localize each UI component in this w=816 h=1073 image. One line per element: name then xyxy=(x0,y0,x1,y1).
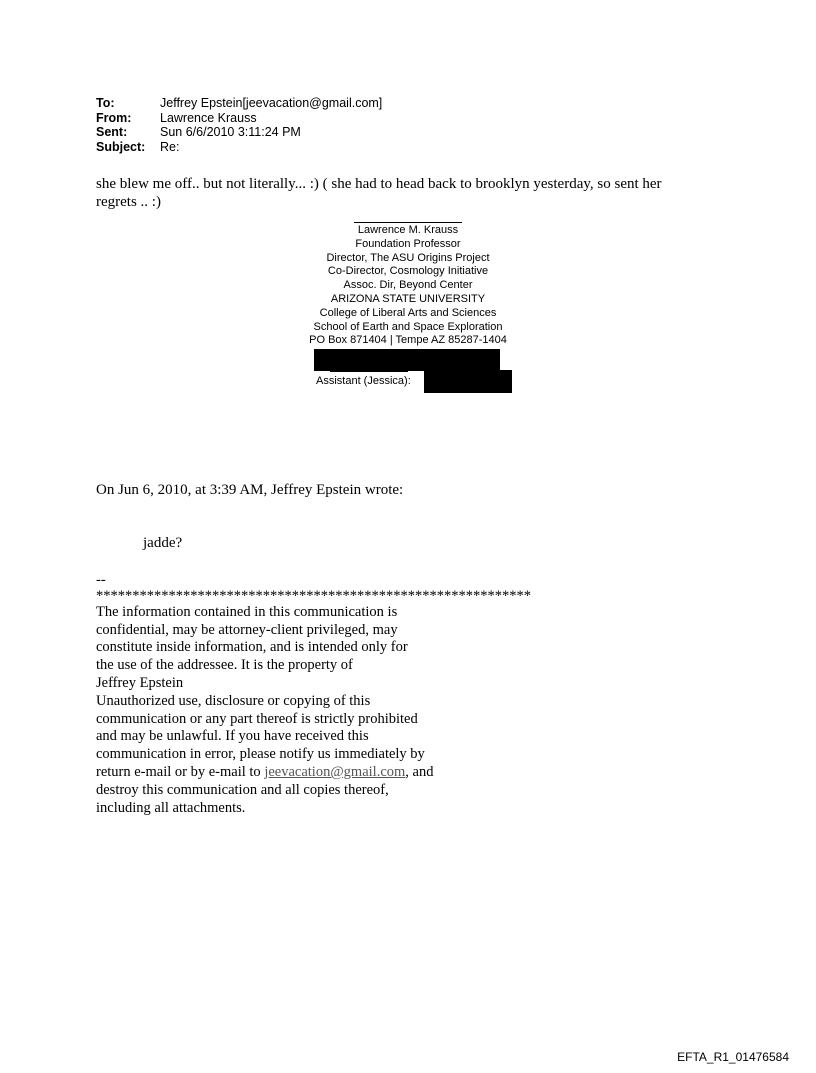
body-line: regrets .. :) xyxy=(96,194,161,210)
disclaimer-dashes: -- xyxy=(96,572,106,588)
signature-line: Director, The ASU Origins Project xyxy=(326,251,490,264)
to-label: To: xyxy=(96,96,115,110)
from-row xyxy=(96,111,382,126)
sent-label: Sent: xyxy=(96,125,128,139)
sent-value: Sun 6/6/2010 3:11:24 PM xyxy=(160,125,301,139)
confidentiality-disclaimer xyxy=(96,572,656,817)
message-body xyxy=(96,175,736,211)
signature-line: Foundation Professor xyxy=(355,237,461,250)
quoted-reply: jadde? xyxy=(143,535,183,551)
to-row xyxy=(96,96,382,111)
disclaimer-return-suffix: , and xyxy=(405,763,434,780)
signature-line: ARIZONA STATE UNIVERSITY xyxy=(330,292,486,305)
signature-line: Co-Director, Cosmology Initiative xyxy=(327,265,489,278)
from-label: From: xyxy=(96,110,132,125)
body-line: she blew me off.. but not literally... :) ( she had to head back to brooklyn yesterday, so sent her xyxy=(96,176,662,192)
signature-line: Assoc. Dir, Beyond Center xyxy=(343,279,473,292)
disclaimer-line: Unauthorized use, disclosure or copying of this xyxy=(96,692,371,709)
disclaimer-line: destroy this communication and all copies thereof, xyxy=(96,781,389,798)
subject-label: Subject: xyxy=(96,139,146,154)
signature-line: School of Earth and Space Exploration xyxy=(313,320,503,333)
email-link[interactable]: jeevacation@gmail.com xyxy=(264,763,406,780)
signature-line: College of Liberal Arts and Sciences xyxy=(319,306,497,319)
signature-line: PO Box 871404 | Tempe AZ 85287-1404 xyxy=(309,334,507,347)
quote-attribution: On Jun 6, 2010, at 3:39 AM, Jeffrey Epstein wrote: xyxy=(96,482,404,498)
subject-value: Re: xyxy=(160,139,180,154)
disclaimer-line-with-link xyxy=(96,764,656,782)
assistant-label: Assistant (Jessica): xyxy=(316,375,411,387)
disclaimer-line: the use of the addressee. It is the property of xyxy=(96,657,353,674)
disclaimer-line: confidential, may be attorney-client privileged, may xyxy=(96,621,398,638)
disclaimer-line: including all attachments. xyxy=(96,799,246,816)
to-value: Jeffrey Epstein[jeevacation@gmail.com] xyxy=(160,96,383,110)
disclaimer-line: The information contained in this communication is xyxy=(96,603,398,620)
signature-line: Lawrence M. Krauss xyxy=(357,224,459,236)
disclaimer-line: constitute inside information, and is intended only for xyxy=(96,639,408,656)
from-value: Lawrence Krauss xyxy=(160,110,257,125)
email-header xyxy=(96,96,382,154)
disclaimer-line: Jeffrey Epstein xyxy=(96,674,184,691)
signature-block xyxy=(290,222,526,348)
sent-row xyxy=(96,125,382,140)
subject-row xyxy=(96,140,382,155)
disclaimer-return-prefix: return e-mail or by e-mail to xyxy=(96,763,265,780)
redaction-box xyxy=(424,370,512,393)
disclaimer-line: communication or any part thereof is strictly prohibited xyxy=(96,710,418,727)
disclaimer-line: and may be unlawful. If you have received this xyxy=(96,728,369,745)
disclaimer-stars: ************************************************************ xyxy=(96,587,531,604)
disclaimer-line: communication in error, please notify us immediately by xyxy=(96,746,425,763)
signature-rule xyxy=(354,222,462,223)
signature-divider xyxy=(330,371,408,372)
document-id: EFTA_R1_01476584 xyxy=(677,1050,789,1064)
redaction-box xyxy=(314,349,500,371)
